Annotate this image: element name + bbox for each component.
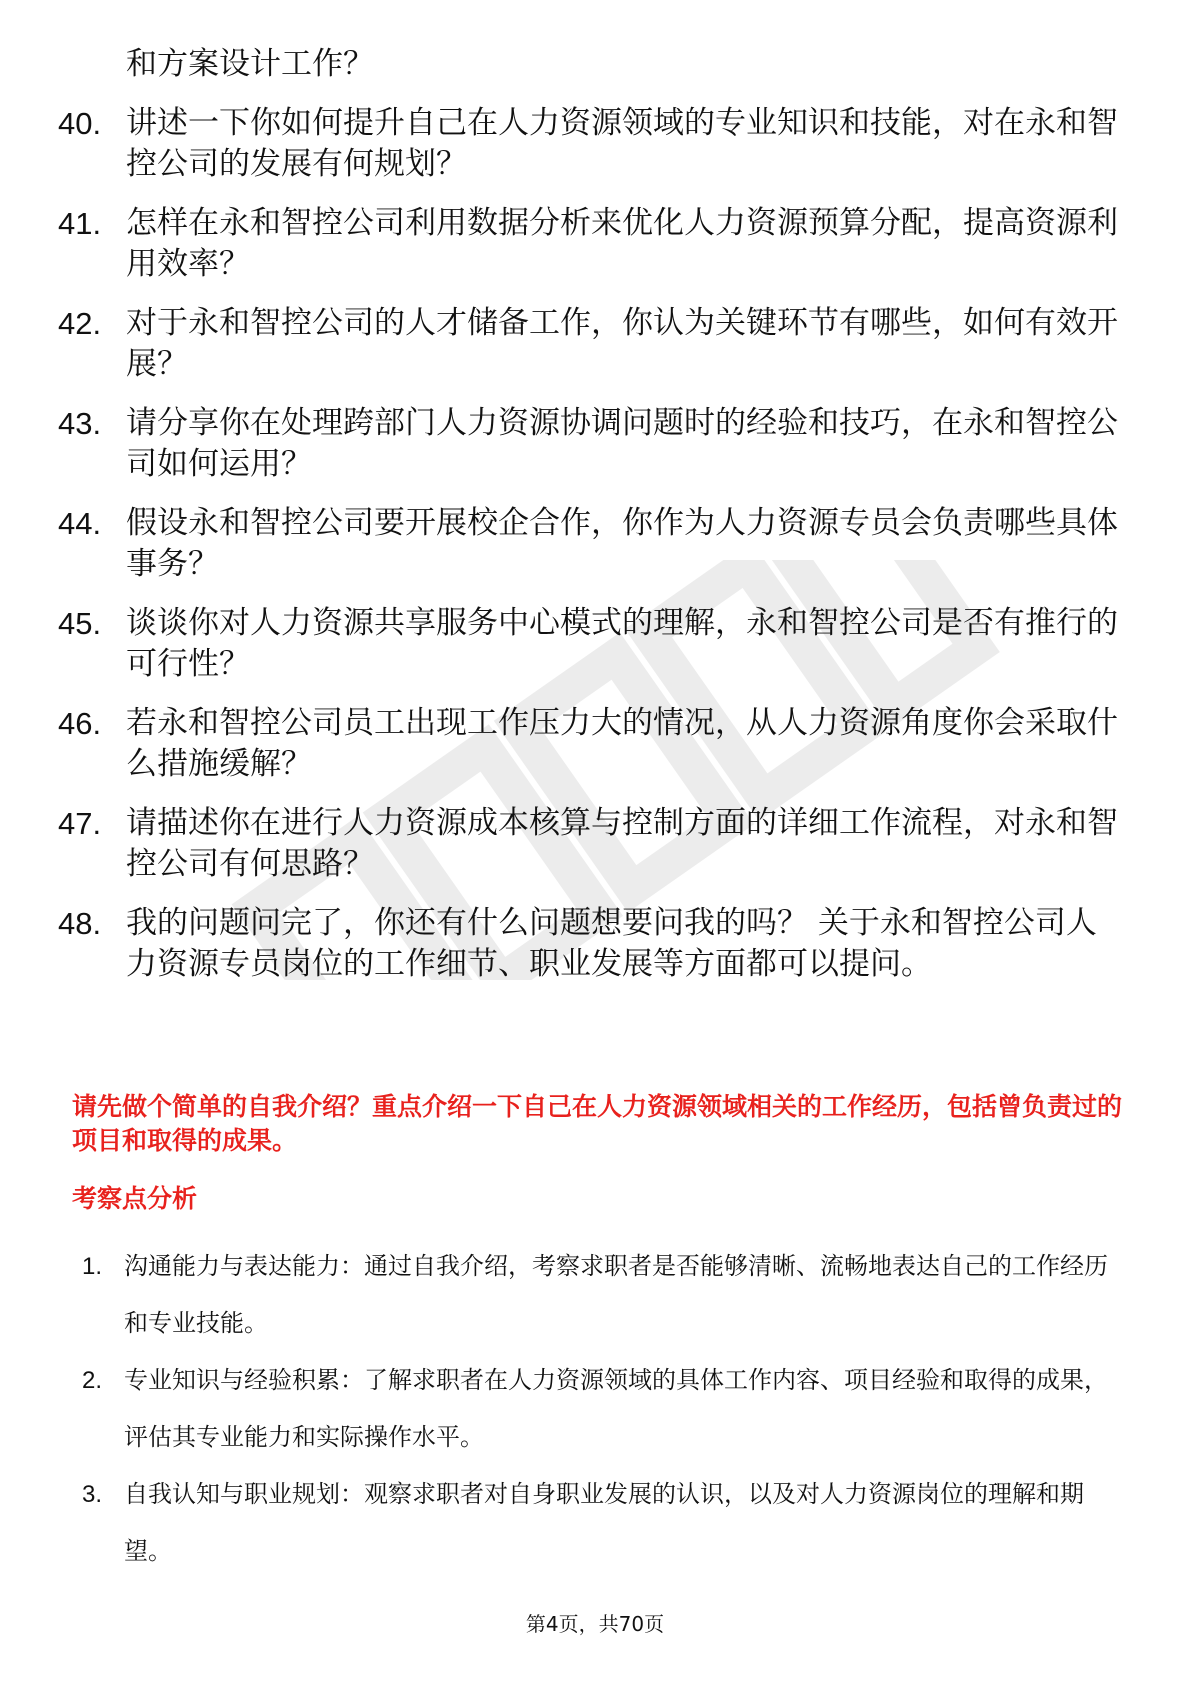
question-number: 42. xyxy=(58,306,102,341)
question-text: 怎样在永和智控公司利用数据分析来优化人力资源预算分配，提高资源利用效率？ xyxy=(126,205,1118,282)
analysis-number: 2. xyxy=(82,1367,103,1394)
question-item xyxy=(58,103,1138,185)
question-text: 请描述你在进行人力资源成本核算与控制方面的详细工作流程，对永和智控公司有何思路？ xyxy=(126,805,1118,882)
question-text: 我的问题问完了，你还有什么问题想要问我的吗？ 关于永和智控公司人力资源专员岗位的工作细节、职业发展等方面都可以提问。 xyxy=(126,905,1097,982)
page-footer: 第4页，共70页 xyxy=(525,1612,665,1636)
question-number: 41. xyxy=(58,206,102,241)
question-number: 44. xyxy=(58,506,102,541)
highlight-question: 请先做个简单的自我介绍？重点介绍一下自己在人力资源领域相关的工作经历，包括曾负责过的项目和取得的成果。 xyxy=(72,1092,1123,1155)
question-item xyxy=(58,603,1138,685)
question-item xyxy=(58,903,1138,985)
question-number: 45. xyxy=(58,606,102,641)
section-title: 考察点分析 xyxy=(72,1184,198,1213)
question-item xyxy=(58,303,1138,385)
question-text: 假设永和智控公司要开展校企合作，你作为人力资源专员会负责哪些具体事务？ xyxy=(126,505,1118,582)
analysis-text: 自我认知与职业规划：观察求职者对自身职业发展的认识，以及对人力资源岗位的理解和期望。 xyxy=(124,1480,1084,1565)
question-item xyxy=(58,403,1138,485)
question-item xyxy=(58,203,1138,285)
analysis-item xyxy=(82,1352,1122,1466)
analysis-number: 1. xyxy=(82,1253,103,1280)
analysis-text: 沟通能力与表达能力：通过自我介绍，考察求职者是否能够清晰、流畅地表达自己的工作经历和专业技能。 xyxy=(124,1252,1108,1337)
analysis-list xyxy=(82,1238,1122,1580)
analysis-item xyxy=(82,1238,1122,1352)
question-text: 讲述一下你如何提升自己在人力资源领域的专业知识和技能，对在永和智控公司的发展有何规划？ xyxy=(126,105,1118,182)
question-number: 43. xyxy=(58,406,102,441)
question-number: 47. xyxy=(58,806,102,841)
question-number: 40. xyxy=(58,106,102,141)
question-item xyxy=(58,503,1138,585)
question-text: 若永和智控公司员工出现工作压力大的情况，从人力资源角度你会采取什么措施缓解？ xyxy=(126,705,1118,782)
question-text: 请分享你在处理跨部门人力资源协调问题时的经验和技巧，在永和智控公司如何运用？ xyxy=(126,405,1118,482)
question-text: 谈谈你对人力资源共享服务中心模式的理解，永和智控公司是否有推行的可行性？ xyxy=(126,605,1118,682)
question-item xyxy=(58,803,1138,885)
analysis-text: 专业知识与经验积累：了解求职者在人力资源领域的具体工作内容、项目经验和取得的成果，评估其专业能力和实际操作水平。 xyxy=(124,1366,1108,1451)
question-number: 48. xyxy=(58,906,102,941)
analysis-item xyxy=(82,1466,1122,1580)
question-text: 对于永和智控公司的人才储备工作，你认为关键环节有哪些，如何有效开展？ xyxy=(126,305,1118,382)
question-list xyxy=(58,44,1138,1003)
question-continuation xyxy=(58,44,1138,85)
question-item xyxy=(58,703,1138,785)
analysis-number: 3. xyxy=(82,1481,103,1508)
continuation-text: 和方案设计工作？ xyxy=(126,46,374,82)
question-number: 46. xyxy=(58,706,102,741)
questions xyxy=(58,103,1138,985)
